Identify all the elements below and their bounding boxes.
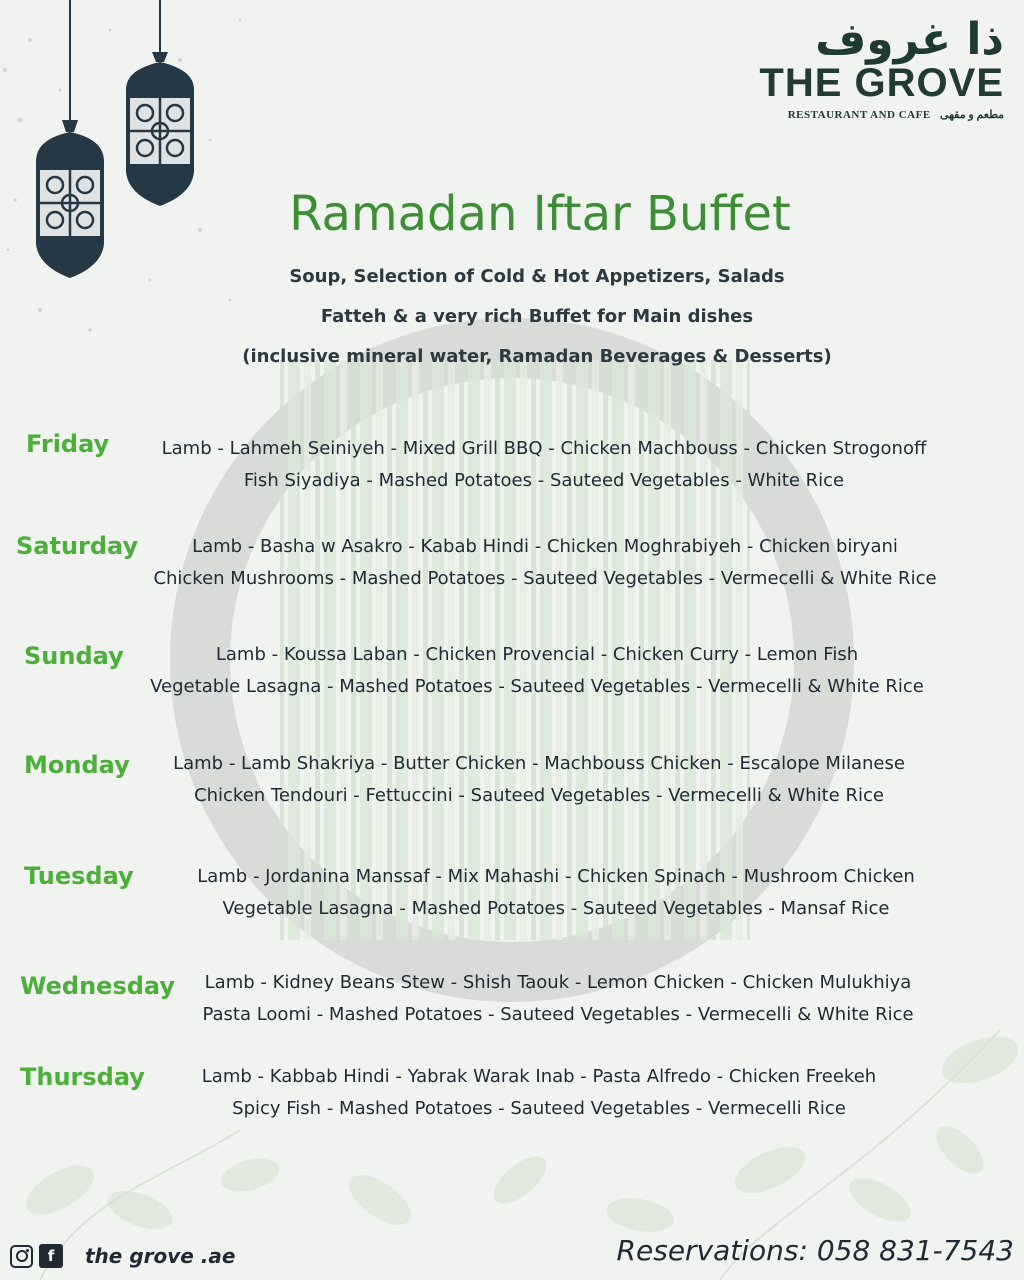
- menu-line: Vegetable Lasagna - Mashed Potatoes - Sauteed Vegetables - Vermecelli & White Rice: [150, 676, 924, 697]
- day-label-sunday: Sunday: [24, 642, 124, 670]
- menu-line: Lamb - Jordanina Manssaf - Mix Mahashi - Chicken Spinach - Mushroom Chicken: [197, 866, 915, 887]
- day-label-saturday: Saturday: [16, 532, 139, 560]
- menu-line: Pasta Loomi - Mashed Potatoes - Sauteed Vegetables - Vermecelli & White Rice: [202, 1004, 914, 1025]
- menu-line: Lamb - Koussa Laban - Chicken Provencial - Chicken Curry - Lemon Fish: [215, 644, 859, 665]
- day-label-thursday: Thursday: [20, 1063, 145, 1091]
- menu-line: Lamb - Lamb Shakriya - Butter Chicken - Machbouss Chicken - Escalope Milanese: [173, 753, 905, 774]
- buffet-intro: [0, 262, 1024, 382]
- day-label-friday: Friday: [26, 430, 110, 458]
- day-label-monday: Monday: [24, 751, 130, 779]
- reservations-phone: Reservations: 058 831-7543: [616, 1234, 1014, 1267]
- menu-line: Chicken Tendouri - Fettuccini - Sauteed Vegetables - Vermecelli & White Rice: [194, 785, 884, 806]
- day-menu-thursday: [152, 1062, 926, 1126]
- lantern-icon: [126, 0, 194, 206]
- menu-line: Lamb - Lahmeh Seiniyeh - Mixed Grill BBQ - Chicken Machbouss - Chicken Strogonoff: [161, 438, 927, 459]
- day-label-wednesday: Wednesday: [20, 972, 176, 1000]
- intro-line: (inclusive mineral water, Ramadan Beverages & Desserts): [242, 346, 832, 367]
- website-link[interactable]: the grove .ae: [85, 1244, 236, 1268]
- day-menu-saturday: [134, 532, 956, 596]
- logo-arabic-name: ذا غروف: [815, 14, 1004, 65]
- menu-line: Vegetable Lasagna - Mashed Potatoes - Sauteed Vegetables - Mansaf Rice: [222, 898, 890, 919]
- day-menu-sunday: [140, 640, 934, 704]
- instagram-icon[interactable]: [10, 1245, 33, 1268]
- social-links: [10, 1244, 235, 1268]
- logo-subtitle-en: RESTAURANT AND CAFE: [787, 109, 931, 121]
- menu-line: Lamb - Basha w Asakro - Kabab Hindi - Chicken Moghrabiyeh - Chicken biryani: [192, 536, 898, 557]
- day-label-tuesday: Tuesday: [24, 862, 134, 890]
- menu-line: Lamb - Kidney Beans Stew - Shish Taouk - Lemon Chicken - Chicken Mulukhiya: [204, 972, 912, 993]
- day-menu-tuesday: [146, 862, 966, 926]
- facebook-icon[interactable]: f: [39, 1244, 63, 1268]
- restaurant-logo: [684, 14, 1004, 121]
- day-menu-wednesday: [180, 968, 936, 1032]
- day-menu-friday: [136, 434, 952, 498]
- page-title: Ramadan Iftar Buffet: [289, 186, 791, 242]
- logo-english-name: THE GROVE: [759, 61, 1004, 105]
- logo-subtitle-ar: مطعم و مقهى: [939, 109, 1004, 121]
- day-menu-monday: [150, 749, 928, 813]
- intro-line: Fatteh & a very rich Buffet for Main dishes: [320, 306, 754, 327]
- menu-line: Chicken Mushrooms - Mashed Potatoes - Sauteed Vegetables - Vermecelli & White Rice: [153, 568, 937, 589]
- logo-subtitle: [684, 108, 1004, 121]
- intro-line: Soup, Selection of Cold & Hot Appetizers, Salads: [289, 266, 785, 287]
- menu-line: Lamb - Kabbab Hindi - Yabrak Warak Inab - Pasta Alfredo - Chicken Freekeh: [201, 1066, 877, 1087]
- menu-line: Spicy Fish - Mashed Potatoes - Sauteed Vegetables - Vermecelli Rice: [232, 1098, 846, 1119]
- menu-line: Fish Siyadiya - Mashed Potatoes - Sauteed Vegetables - White Rice: [243, 470, 845, 491]
